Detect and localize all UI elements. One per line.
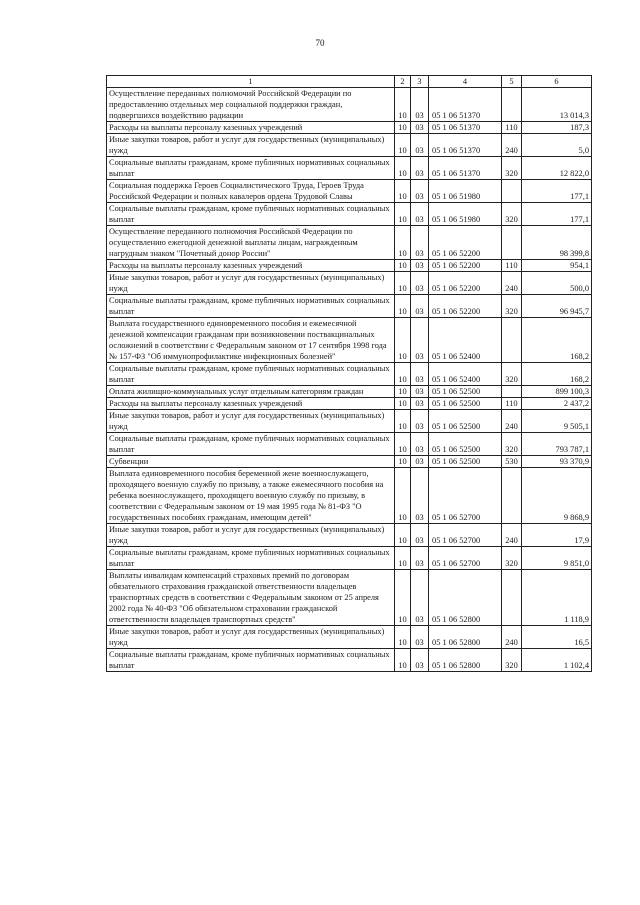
- budget-table: [106, 75, 592, 672]
- expense-type-cell: 240: [502, 524, 522, 547]
- target-article-cell: 05 1 06 52500: [429, 433, 502, 456]
- table-row: [107, 203, 592, 226]
- subsection-code-cell: 03: [411, 468, 429, 524]
- target-article-cell: 05 1 06 52400: [429, 318, 502, 363]
- amount-cell: 12 822,0: [522, 157, 592, 180]
- target-article-cell: 05 1 06 52500: [429, 386, 502, 398]
- table-row: [107, 226, 592, 260]
- subsection-code-cell: 03: [411, 226, 429, 260]
- amount-cell: 13 014,3: [522, 88, 592, 122]
- expense-type-cell: 110: [502, 398, 522, 410]
- description-cell: Социальные выплаты гражданам, кроме публичных нормативных социальных выплат: [107, 203, 395, 226]
- table-row: [107, 272, 592, 295]
- target-article-cell: 05 1 06 52200: [429, 260, 502, 272]
- expense-type-cell: [502, 386, 522, 398]
- subsection-code-cell: 03: [411, 547, 429, 570]
- amount-cell: 168,2: [522, 363, 592, 386]
- subsection-code-cell: 03: [411, 386, 429, 398]
- subsection-code-cell: 03: [411, 180, 429, 203]
- expense-type-cell: 320: [502, 203, 522, 226]
- expense-type-cell: 240: [502, 134, 522, 157]
- expense-type-cell: 240: [502, 626, 522, 649]
- expense-type-cell: [502, 226, 522, 260]
- table-row: [107, 649, 592, 672]
- table-row: [107, 363, 592, 386]
- table-row: [107, 260, 592, 272]
- description-cell: Расходы на выплаты персоналу казенных учреждений: [107, 260, 395, 272]
- description-cell: Выплата единовременного пособия беременной жене военнослужащего, проходящего военную службу по призыву, а также ежемесячного пособия на ребенка военнослужащего, проходящего военную службу по призыву, в соответствии с Федеральным законом от 19 мая 1995 года № 81-ФЗ "О государственных пособиях гражданам, имеющим детей": [107, 468, 395, 524]
- subsection-code-cell: 03: [411, 318, 429, 363]
- section-code-cell: 10: [395, 468, 411, 524]
- header-cell: 3: [411, 76, 429, 88]
- description-cell: Социальные выплаты гражданам, кроме публичных нормативных социальных выплат: [107, 547, 395, 570]
- amount-cell: 98 399,8: [522, 226, 592, 260]
- section-code-cell: 10: [395, 626, 411, 649]
- section-code-cell: 10: [395, 386, 411, 398]
- section-code-cell: 10: [395, 88, 411, 122]
- amount-cell: 5,0: [522, 134, 592, 157]
- table-row: [107, 410, 592, 433]
- amount-cell: 177,1: [522, 203, 592, 226]
- description-cell: Расходы на выплаты персоналу казенных учреждений: [107, 398, 395, 410]
- section-code-cell: 10: [395, 295, 411, 318]
- table-row: [107, 157, 592, 180]
- header-cell: 6: [522, 76, 592, 88]
- amount-cell: 187,3: [522, 122, 592, 134]
- target-article-cell: 05 1 06 52700: [429, 524, 502, 547]
- section-code-cell: 10: [395, 134, 411, 157]
- header-cell: 5: [502, 76, 522, 88]
- target-article-cell: 05 1 06 52500: [429, 456, 502, 468]
- description-cell: Иные закупки товаров, работ и услуг для государственных (муниципальных) нужд: [107, 524, 395, 547]
- section-code-cell: 10: [395, 363, 411, 386]
- amount-cell: 954,1: [522, 260, 592, 272]
- subsection-code-cell: 03: [411, 295, 429, 318]
- target-article-cell: 05 1 06 52800: [429, 649, 502, 672]
- section-code-cell: 10: [395, 524, 411, 547]
- table-row: [107, 318, 592, 363]
- description-cell: Социальные выплаты гражданам, кроме публичных нормативных социальных выплат: [107, 363, 395, 386]
- table-row: [107, 295, 592, 318]
- subsection-code-cell: 03: [411, 570, 429, 626]
- section-code-cell: 10: [395, 318, 411, 363]
- description-cell: Социальные выплаты гражданам, кроме публичных нормативных социальных выплат: [107, 295, 395, 318]
- section-code-cell: 10: [395, 570, 411, 626]
- section-code-cell: 10: [395, 203, 411, 226]
- amount-cell: 9 851,0: [522, 547, 592, 570]
- subsection-code-cell: 03: [411, 157, 429, 180]
- expense-type-cell: 320: [502, 363, 522, 386]
- subsection-code-cell: 03: [411, 363, 429, 386]
- subsection-code-cell: 03: [411, 524, 429, 547]
- target-article-cell: 05 1 06 52200: [429, 272, 502, 295]
- table-row: [107, 626, 592, 649]
- table-row: [107, 570, 592, 626]
- table-row: [107, 524, 592, 547]
- target-article-cell: 05 1 06 51370: [429, 134, 502, 157]
- expense-type-cell: 320: [502, 547, 522, 570]
- table-row: [107, 134, 592, 157]
- amount-cell: 9 868,9: [522, 468, 592, 524]
- target-article-cell: 05 1 06 52500: [429, 398, 502, 410]
- amount-cell: 793 787,1: [522, 433, 592, 456]
- amount-cell: 2 437,2: [522, 398, 592, 410]
- header-cell: 1: [107, 76, 395, 88]
- target-article-cell: 05 1 06 51980: [429, 180, 502, 203]
- amount-cell: 93 370,9: [522, 456, 592, 468]
- description-cell: Расходы на выплаты персоналу казенных учреждений: [107, 122, 395, 134]
- description-cell: Социальные выплаты гражданам, кроме публичных нормативных социальных выплат: [107, 433, 395, 456]
- subsection-code-cell: 03: [411, 398, 429, 410]
- subsection-code-cell: 03: [411, 260, 429, 272]
- amount-cell: 17,9: [522, 524, 592, 547]
- description-cell: Социальные выплаты гражданам, кроме публичных нормативных социальных выплат: [107, 157, 395, 180]
- amount-cell: 500,0: [522, 272, 592, 295]
- description-cell: Осуществление переданных полномочий Российской Федерации по предоставлению отдельных мер социальной поддержки граждан, подвергшихся воздействию радиации: [107, 88, 395, 122]
- section-code-cell: 10: [395, 398, 411, 410]
- target-article-cell: 05 1 06 51980: [429, 203, 502, 226]
- header-cell: 4: [429, 76, 502, 88]
- subsection-code-cell: 03: [411, 410, 429, 433]
- section-code-cell: 10: [395, 456, 411, 468]
- header-cell: 2: [395, 76, 411, 88]
- section-code-cell: 10: [395, 180, 411, 203]
- expense-type-cell: 320: [502, 433, 522, 456]
- description-cell: Иные закупки товаров, работ и услуг для государственных (муниципальных) нужд: [107, 134, 395, 157]
- target-article-cell: 05 1 06 52200: [429, 226, 502, 260]
- target-article-cell: 05 1 06 51370: [429, 88, 502, 122]
- table-row: [107, 456, 592, 468]
- target-article-cell: 05 1 06 52700: [429, 468, 502, 524]
- expense-type-cell: 110: [502, 260, 522, 272]
- section-code-cell: 10: [395, 649, 411, 672]
- amount-cell: 96 945,7: [522, 295, 592, 318]
- table-row: [107, 547, 592, 570]
- section-code-cell: 10: [395, 157, 411, 180]
- subsection-code-cell: 03: [411, 88, 429, 122]
- expense-type-cell: 110: [502, 122, 522, 134]
- subsection-code-cell: 03: [411, 134, 429, 157]
- expense-type-cell: [502, 88, 522, 122]
- table-row: [107, 122, 592, 134]
- subsection-code-cell: 03: [411, 626, 429, 649]
- table-row: [107, 386, 592, 398]
- expense-type-cell: 320: [502, 295, 522, 318]
- target-article-cell: 05 1 06 52500: [429, 410, 502, 433]
- target-article-cell: 05 1 06 51370: [429, 157, 502, 180]
- amount-cell: 1 102,4: [522, 649, 592, 672]
- section-code-cell: 10: [395, 260, 411, 272]
- expense-type-cell: [502, 180, 522, 203]
- target-article-cell: 05 1 06 51370: [429, 122, 502, 134]
- expense-type-cell: [502, 570, 522, 626]
- table-row: [107, 468, 592, 524]
- description-cell: Иные закупки товаров, работ и услуг для государственных (муниципальных) нужд: [107, 410, 395, 433]
- subsection-code-cell: 03: [411, 456, 429, 468]
- description-cell: Иные закупки товаров, работ и услуг для государственных (муниципальных) нужд: [107, 626, 395, 649]
- amount-cell: 168,2: [522, 318, 592, 363]
- expense-type-cell: 240: [502, 410, 522, 433]
- table-row: [107, 88, 592, 122]
- expense-type-cell: [502, 318, 522, 363]
- section-code-cell: 10: [395, 547, 411, 570]
- target-article-cell: 05 1 06 52200: [429, 295, 502, 318]
- amount-cell: 9 505,1: [522, 410, 592, 433]
- amount-cell: 177,1: [522, 180, 592, 203]
- expense-type-cell: 530: [502, 456, 522, 468]
- description-cell: Субвенции: [107, 456, 395, 468]
- description-cell: Социальная поддержка Героев Социалистического Труда, Героев Труда Российской Федерации и полных кавалеров ордена Трудовой Славы: [107, 180, 395, 203]
- description-cell: Осуществление переданного полномочия Российской Федерации по осуществлению ежегодной денежной выплаты лицам, награжденным нагрудным знаком "Почетный донор России": [107, 226, 395, 260]
- target-article-cell: 05 1 06 52400: [429, 363, 502, 386]
- expense-type-cell: 320: [502, 157, 522, 180]
- page-number: 70: [315, 38, 325, 48]
- subsection-code-cell: 03: [411, 433, 429, 456]
- table-row: [107, 433, 592, 456]
- description-cell: Социальные выплаты гражданам, кроме публичных нормативных социальных выплат: [107, 649, 395, 672]
- section-code-cell: 10: [395, 410, 411, 433]
- section-code-cell: 10: [395, 226, 411, 260]
- description-cell: Выплаты инвалидам компенсаций страховых премий по договорам обязательного страхования гражданской ответственности владельцев транспортных средств в соответствии с Федеральным законом от 25 апреля 2002 года № 40-ФЗ "Об обязательном страховании гражданской ответственности владельцев транспортных средств": [107, 570, 395, 626]
- subsection-code-cell: 03: [411, 272, 429, 295]
- table-header-row: [107, 76, 592, 88]
- amount-cell: 16,5: [522, 626, 592, 649]
- section-code-cell: 10: [395, 122, 411, 134]
- section-code-cell: 10: [395, 272, 411, 295]
- section-code-cell: 10: [395, 433, 411, 456]
- subsection-code-cell: 03: [411, 122, 429, 134]
- description-cell: Иные закупки товаров, работ и услуг для государственных (муниципальных) нужд: [107, 272, 395, 295]
- target-article-cell: 05 1 06 52800: [429, 626, 502, 649]
- table-row: [107, 398, 592, 410]
- expense-type-cell: 320: [502, 649, 522, 672]
- target-article-cell: 05 1 06 52700: [429, 547, 502, 570]
- target-article-cell: 05 1 06 52800: [429, 570, 502, 626]
- description-cell: Выплата государственного единовременного пособия и ежемесячной денежной компенсации гражданам при возникновении поствакцинальных осложнений в соответствии с Федеральным законом от 17 сентября 1998 года № 157-ФЗ "Об иммунопрофилактике инфекционных болезней": [107, 318, 395, 363]
- expense-type-cell: [502, 468, 522, 524]
- subsection-code-cell: 03: [411, 649, 429, 672]
- table-row: [107, 180, 592, 203]
- amount-cell: 1 118,9: [522, 570, 592, 626]
- expense-type-cell: 240: [502, 272, 522, 295]
- subsection-code-cell: 03: [411, 203, 429, 226]
- amount-cell: 899 100,3: [522, 386, 592, 398]
- description-cell: Оплата жилищно-коммунальных услуг отдельным категориям граждан: [107, 386, 395, 398]
